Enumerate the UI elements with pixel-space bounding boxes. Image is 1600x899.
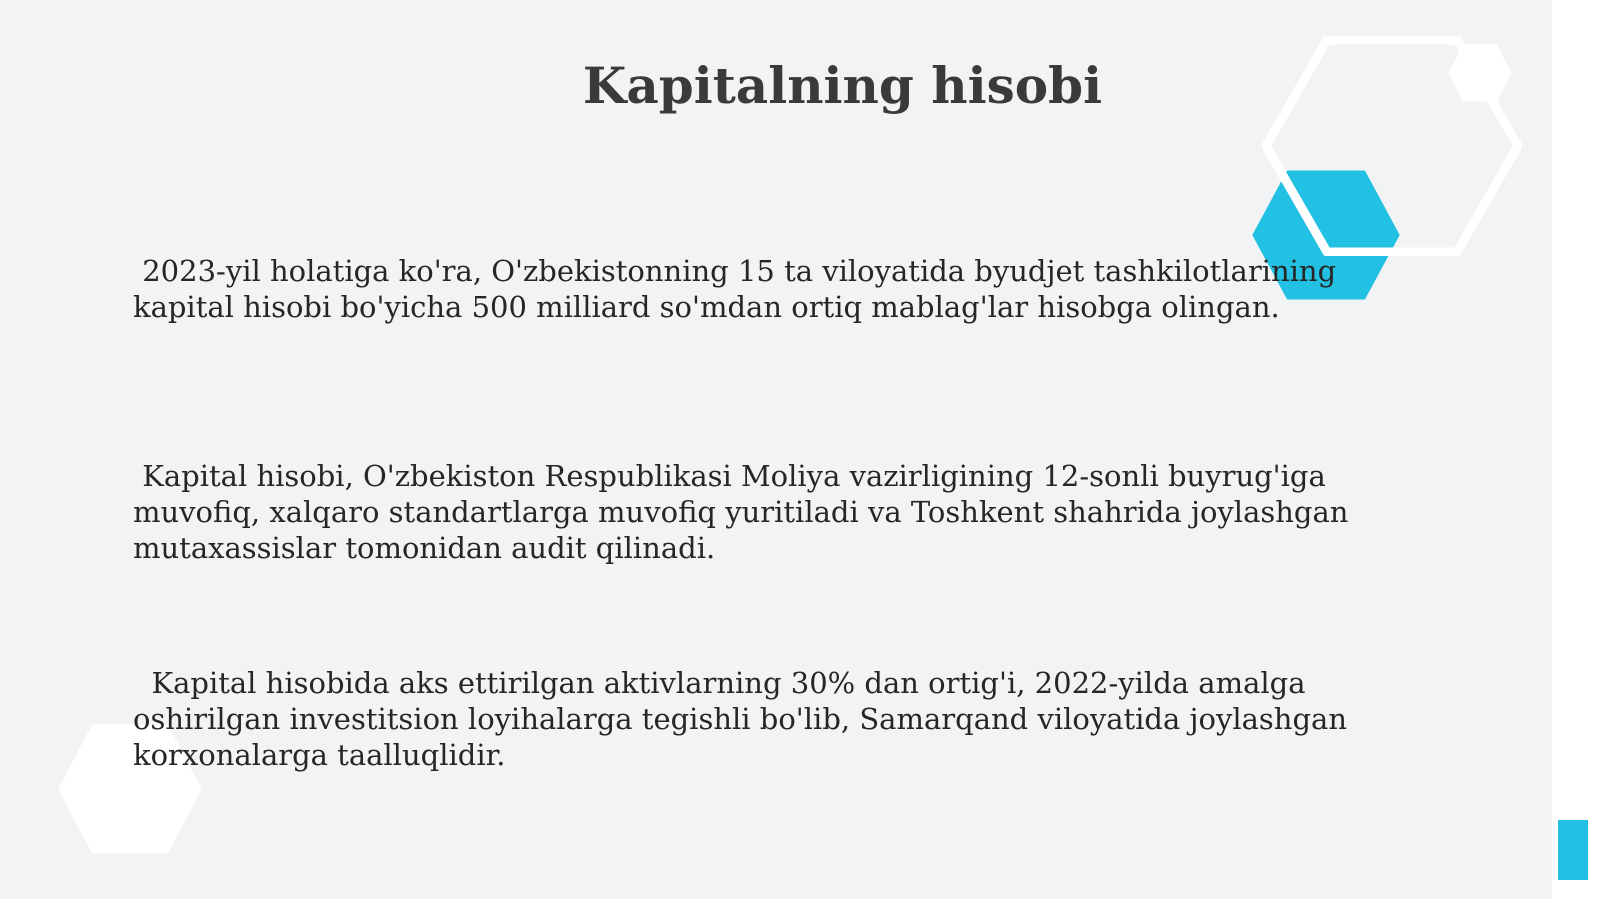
slide-title: Kapitalning hisobi [582, 56, 1103, 115]
side-strip [1552, 0, 1600, 899]
paragraph-1: 2023-yil holatiga ko'ra, O'zbekistonning 15 ta viloyatida byudjet tashkilotlarining kapital hisobi bo'yicha 500 milliard so'mdan ortiq mablag'lar hisobga olingan. [133, 254, 1346, 324]
paragraph-3: Kapital hisobida aks ettirilgan aktivlarning 30% dan ortig'i, 2022-yilda amalga oshirilgan investitsion loyihalarga tegishli bo'lib, Samarqand viloyatida joylashgan korxonalarga taalluqlidir. [133, 666, 1357, 772]
paragraph-2: Kapital hisobi, O'zbekiston Respublikasi Moliya vazirligining 12-sonli buyrug'iga muvofiq, xalqaro standartlarga muvofiq yuritiladi va Toshkent shahrida joylashgan mutaxassislar tomonidan audit qilinadi. [133, 459, 1358, 565]
side-accent-tab [1558, 820, 1588, 880]
